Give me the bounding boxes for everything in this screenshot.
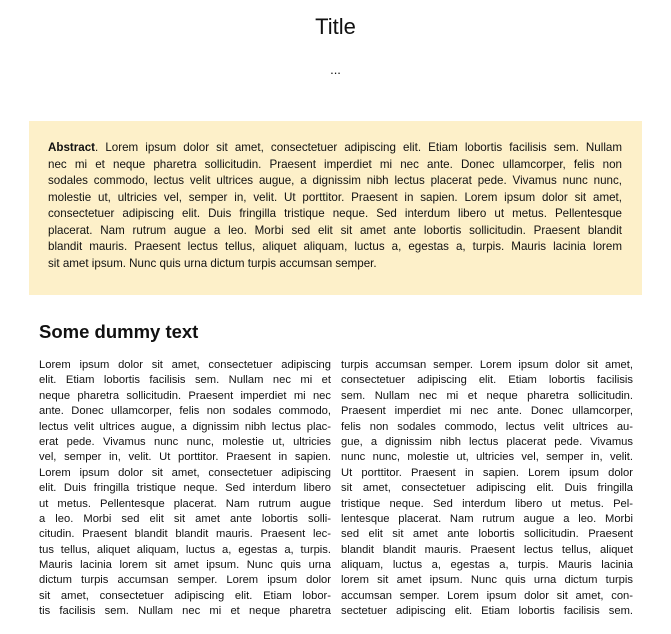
abstract-body — [48, 140, 622, 272]
abstract-line-text: placerat. Nam rutrum augue a leo. Morbi sed elit sit amet ante lobortis sollicitudin. Praesent blandit — [48, 223, 622, 237]
abstract-line — [48, 223, 622, 240]
abstract-line — [48, 206, 622, 223]
text-line: ut metus. Pellentesque placerat. Nam rutrum augue — [39, 497, 331, 510]
text-line: blandit blandit mauris. Praesent lectus tellus, aliquet — [341, 543, 633, 556]
text-line: Lorem ipsum dolor sit amet, consectetuer adipiscing — [39, 466, 331, 479]
text-line: Ut porttitor. Praesent in sapien. Lorem ipsum dolor — [341, 466, 633, 479]
document-author: ... — [330, 62, 341, 77]
abstract-line — [48, 173, 622, 190]
document-title: Title — [315, 14, 356, 39]
abstract-line — [48, 239, 622, 256]
text-line: gue, a dignissim nibh lectus placerat pede. Vivamus — [341, 435, 633, 448]
text-line: tis facilisis sem. Nullam nec mi et neque pharetra — [39, 605, 331, 618]
text-line: sit amet, consectetuer adipiscing elit. Duis fringilla — [341, 482, 633, 495]
abstract-line-text: nec mi et neque pharetra sollicitudin. Praesent imperdiet mi nec ante. Donec ullamcorper, felis non — [48, 157, 622, 171]
text-line: sed elit sit amet ante lobortis sollicitudin. Praesent — [341, 528, 633, 541]
text-line: aliquam, luctus a, egestas a, turpis. Mauris lacinia — [341, 559, 633, 572]
section-heading: Some dummy text — [39, 321, 199, 342]
right-column — [341, 358, 633, 620]
text-line: ante. Donec ullamcorper, felis non sodales commodo, — [39, 405, 331, 418]
text-line: lorem sit amet ipsum. Nunc quis urna dictum turpis — [341, 574, 633, 587]
text-line: elit. Duis fringilla tristique neque. Sed interdum libero — [39, 482, 331, 495]
abstract-line — [48, 157, 622, 174]
text-line: vel, semper in, velit. Ut porttitor. Praesent in sapien. — [39, 451, 331, 464]
text-line: turpis accumsan semper. Lorem ipsum dolor sit amet, — [341, 359, 633, 371]
text-line: a leo. Morbi sed elit sit amet ante lobortis solli- — [39, 512, 331, 525]
text-line: Mauris lacinia lorem sit amet ipsum. Nunc quis urna — [39, 559, 331, 572]
text-line: lentesque placerat. Nam rutrum augue a leo. Morbi — [341, 512, 633, 525]
text-line: erat pede. Vivamus nunc nunc, molestie ut, ultricies — [39, 435, 331, 448]
text-line: elit. Etiam lobortis facilisis sem. Nullam nec mi et — [39, 374, 331, 387]
abstract-line — [48, 256, 622, 273]
abstract-line — [48, 140, 622, 157]
text-line: sem. Nullam nec mi et neque pharetra sollicitudin. — [341, 389, 633, 402]
text-line: citudin. Praesent blandit blandit mauris. Praesent lec- — [39, 528, 331, 541]
abstract-box — [29, 121, 642, 295]
abstract-line-text: . Lorem ipsum dolor sit amet, consectetuer adipiscing elit. Etiam lobortis facilisis sem. Nullam — [95, 141, 622, 154]
text-line: dictum turpis accumsan semper. Lorem ipsum dolor — [39, 574, 331, 587]
text-line: consectetuer adipiscing elit. Etiam lobortis facilisis — [341, 374, 633, 387]
text-line: tus tellus, aliquet aliquam, luctus a, egestas a, turpis. — [39, 543, 331, 556]
text-line: felis non sodales commodo, lectus velit ultrices au- — [341, 420, 633, 433]
text-line: Lorem ipsum dolor sit amet, consectetuer adipiscing — [39, 359, 331, 371]
text-line: accumsan semper. Lorem ipsum dolor sit amet, con- — [341, 589, 633, 602]
text-line: sit amet, consectetuer adipiscing elit. Etiam lobor- — [39, 589, 331, 602]
text-line: tristique neque. Sed interdum libero ut metus. Pel- — [341, 497, 633, 510]
text-line: sectetuer adipiscing elit. Etiam lobortis facilisis sem. — [341, 605, 633, 618]
abstract-line — [48, 190, 622, 207]
abstract-line-text: molestie ut, ultricies vel, semper in, velit. Ut porttitor. Praesent in sapien. Lorem ipsum dolor sit amet, — [48, 190, 622, 204]
abstract-label: Abstract — [48, 141, 96, 154]
abstract-line-text: blandit mauris. Praesent lectus tellus, aliquet aliquam, luctus a, egestas a, turpis. Mauris lacinia lorem — [48, 240, 622, 253]
left-column — [39, 358, 331, 620]
text-line: nunc nunc, molestie ut, ultricies vel, semper in, velit. — [341, 451, 633, 464]
text-line: lectus velit ultrices augue, a dignissim nibh lectus plac- — [39, 420, 331, 433]
text-line: neque pharetra sollicitudin. Praesent imperdiet mi nec — [39, 389, 331, 402]
abstract-line-text: consectetuer adipiscing elit. Duis fringilla tristique neque. Sed interdum libero ut metus. Pellentesque — [48, 207, 622, 220]
text-line: Praesent imperdiet mi nec ante. Donec ullamcorper, — [341, 405, 633, 418]
abstract-line-text: sodales commodo, lectus velit ultrices augue, a dignissim nibh lectus placerat pede. Vivamus nunc nunc, — [48, 174, 622, 187]
abstract-line-text: sit amet ipsum. Nunc quis urna dictum turpis accumsan semper. — [48, 256, 377, 270]
